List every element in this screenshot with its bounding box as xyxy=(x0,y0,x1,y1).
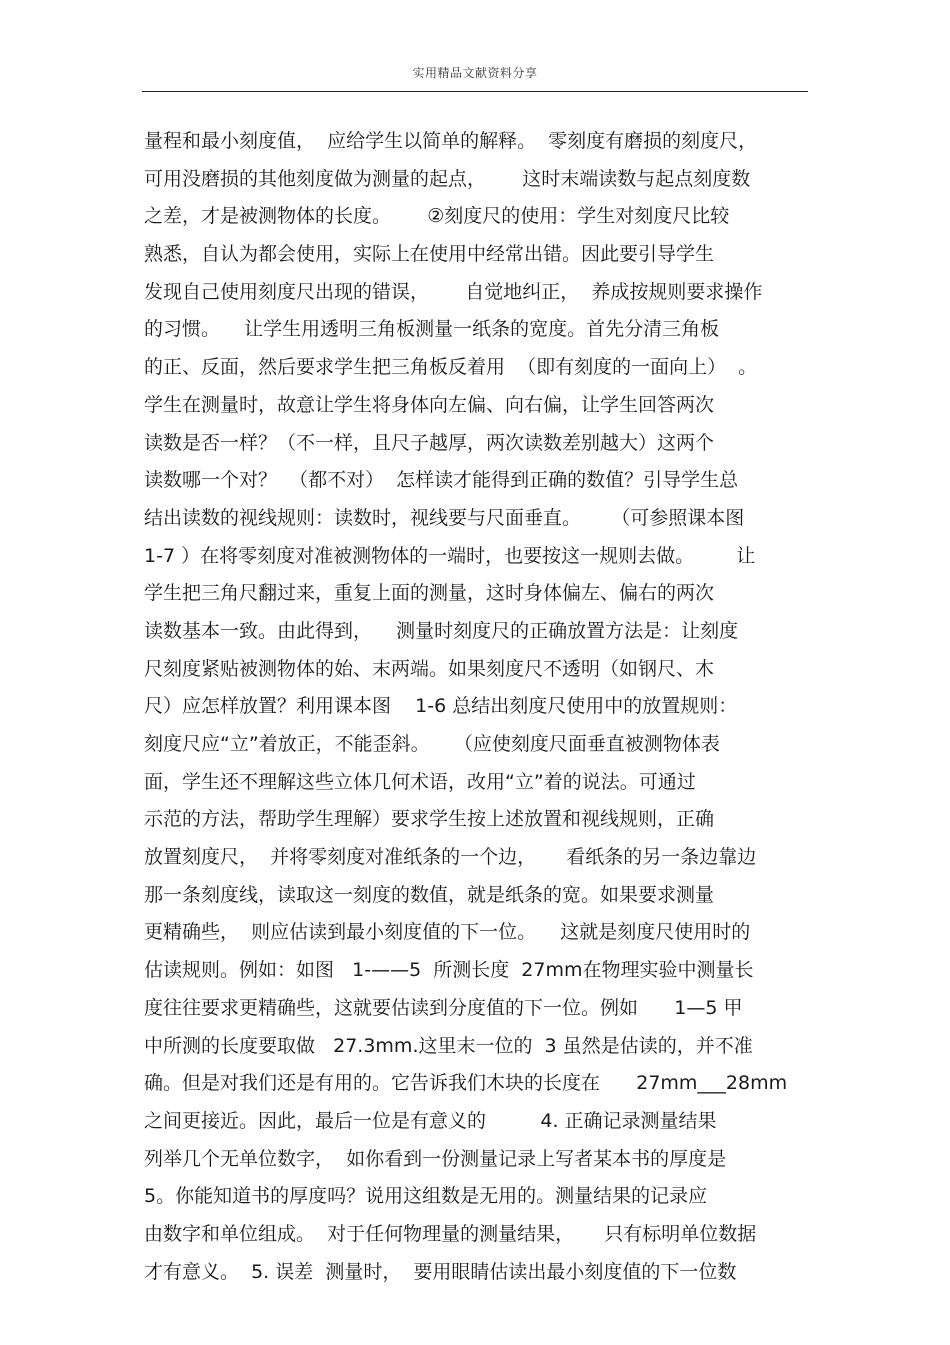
text-line: 学生在测量时，故意让学生将身体向左偏、向右偏，让学生回答两次 xyxy=(144,393,715,416)
text-line: 之间更接近。因此，最后一位是有意义的 4. 正确记录测量结果 xyxy=(144,1109,717,1132)
text-line: 面，学生还不理解这些立体几何术语，改用“立”着的说法。可通过 xyxy=(144,770,696,793)
text-line: 度往往要求更精确些，这就要估读到分度值的下一位。例如 1—5 甲 xyxy=(144,996,743,1019)
text-line: 示范的方法，帮助学生理解）要求学生按上述放置和视线规则，正确 xyxy=(144,808,715,831)
body-text xyxy=(144,123,844,1291)
text-line: 更精确些， 则应估读到最小刻度值的下一位。 这就是刻度尺使用时的 xyxy=(144,921,751,944)
text-line: 可用没磨损的其他刻度做为测量的起点， 这时末端读数与起点刻度数 xyxy=(144,167,751,190)
text-line: 尺刻度紧贴被测物体的始、末两端。如果刻度尺不透明（如钢尺、木 xyxy=(144,657,715,680)
text-line: 列举几个无单位数字， 如你看到一份测量记录上写者某本书的厚度是 xyxy=(144,1147,727,1170)
text-line: 1-7 ）在将零刻度对准被测物体的一端时，也要按这一规则去做。 让 xyxy=(144,544,756,567)
text-line: 估读规则。例如：如图 1-——5 所测长度 27mm在物理实验中测量长 xyxy=(144,959,754,982)
text-line: 的正、反面，然后要求学生把三角板反着用 （即有刻度的一面向上） 。 xyxy=(144,356,758,379)
text-line: 5。你能知道书的厚度吗？说用这组数是无用的。测量结果的记录应 xyxy=(144,1185,708,1208)
text-line: 之差，才是被测物体的长度。 ②刻度尺的使用：学生对刻度尺比较 xyxy=(144,205,730,228)
text-line: 结出读数的视线规则：读数时，视线要与尺面垂直。 （可参照课本图 xyxy=(144,506,745,529)
text-line: 由数字和单位组成。 对于任何物理量的测量结果， 只有标明单位数据 xyxy=(144,1222,757,1245)
text-line: 才有意义。 5. 误差 测量时， 要用眼睛估读出最小刻度值的下一位数 xyxy=(144,1260,737,1283)
text-line: 读数基本一致。由此得到， 测量时刻度尺的正确放置方法是：让刻度 xyxy=(144,619,739,642)
text-line: 量程和最小刻度值， 应给学生以简单的解释。 零刻度有磨损的刻度尺， xyxy=(144,130,758,152)
text-line: 读数哪一个对？ （都不对） 怎样读才能得到正确的数值？引导学生总 xyxy=(144,469,739,492)
text-line: 那一条刻度线，读取这一刻度的数值，就是纸条的宽。如果要求测量 xyxy=(144,883,715,906)
text-line: 熟悉，自认为都会使用，实际上在使用中经常出错。因此要引导学生 xyxy=(144,243,715,266)
text-line: 的习惯。 让学生用透明三角板测量一纸条的宽度。首先分清三角板 xyxy=(144,318,720,341)
header-divider xyxy=(142,91,808,92)
text-line: 读数是否一样？（不一样，且尺子越厚，两次读数差别越大）这两个 xyxy=(144,431,715,454)
text-line: 学生把三角尺翻过来，重复上面的测量，这时身体偏左、偏右的两次 xyxy=(144,582,715,605)
text-line: 确。但是对我们还是有用的。它告诉我们木块的长度在 27mm___28mm xyxy=(144,1072,788,1095)
text-line: 中所测的长度要取做 27.3mm.这里末一位的 3 虽然是估读的，并不准 xyxy=(144,1034,753,1057)
text-line: 放置刻度尺， 并将零刻度对准纸条的一个边， 看纸条的另一条边靠边 xyxy=(144,846,757,869)
text-line: 尺）应怎样放置？利用课本图 1-6 总结出刻度尺使用中的放置规则： xyxy=(144,695,738,718)
text-line: 发现自己使用刻度尺出现的错误， 自觉地纠正， 养成按规则要求操作 xyxy=(144,280,763,303)
page-header: 实用精品文献资料分享 xyxy=(412,66,538,80)
text-line: 刻度尺应“立”着放正，不能歪斜。 （应使刻度尺面垂直被测物体表 xyxy=(144,733,720,755)
